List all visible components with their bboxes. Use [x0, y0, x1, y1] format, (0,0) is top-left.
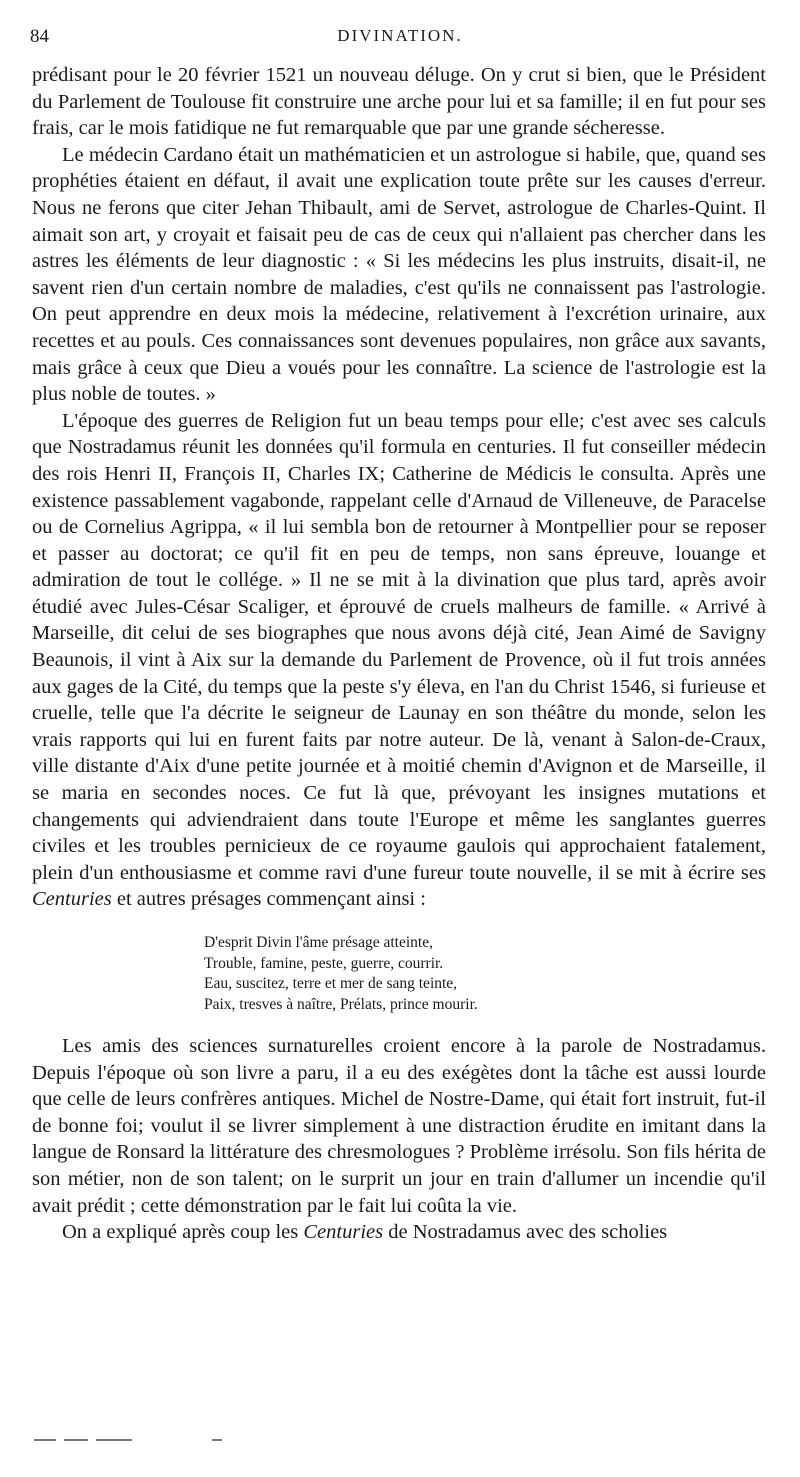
page-number: 84 — [30, 26, 49, 47]
paragraph-text: On a expliqué après coup les — [62, 1221, 299, 1244]
verse-quatrain — [204, 933, 766, 1015]
verse-line: D'esprit Divin l'âme présage atteinte, — [204, 934, 433, 951]
verse-line: Paix, tresves à naître, Prélats, prince mourir. — [204, 995, 478, 1013]
paragraph-amis: Les amis des sciences surnaturelles croient encore à la parole de Nostradamus. Depuis l'époque où son livre a paru, il a eu des exégètes dont la tâche est aussi lourde que celle de leurs confrères antiques. Michel de Nostre-Dame, qui était fort instruit, fut-il de bonne foi; voulut il se livrer simplement à une distraction érudite en imitant dans la langue de Ronsard la littérature des chresmologues ? Problème irrésolu. Son fils hérita de son métier, non de son talent; on le surprit un jour en train d'allumer un incendie qu'il avait prédit ; cette démonstration par le fait lui coûta la vie. — [32, 1035, 766, 1217]
verse-line: Trouble, famine, peste, guerre, courrir. — [204, 954, 444, 972]
verse-line: Eau, suscitez, terre et mer de sang teinte, — [204, 975, 458, 992]
paragraph-cardano: Le médecin Cardano était un mathématicien et un astrologue si habile, que, quand ses prophéties étaient en défaut, il avait une explication toute prête sur les causes d'erreur. Nous ne ferons que citer Jehan Thibault, ami de Servet, astrologue de Charles-Quint. Il aimait son art, y croyait et faisait peu de cas de ceux qui n'allaient pas chercher dans les astres les éléments de leur diagnostic : « Si les médecins les plus instruits, disait-il, ne savent rien d'un certain nombre de maladies, c'est qu'ils ne connaissent pas l'astrologie. On peut apprendre en deux mois la médecine, relativement à l'excrétion urinaire, aux recettes et au pouls. Ces connaissances sont devenues populaires, non grâce aux savants, mais grâce à ceux que Dieu a voués pour les connaître. La science de l'astrologie est la plus noble de toutes. » — [32, 143, 766, 406]
paragraph-text: L'époque des guerres de Religion fut un beau temps pour elle; c'est avec ses calculs que Nostradamus réunit les données qu'il formula en centuries. Il fut conseiller médecin des rois Henri II, François II, Charles IX; Catherine de Médicis le consulta. Après une existence passablement vagabonde, rappelant celle d'Arnaud de Villeneuve, de Paracelse ou de Cornelius Agrippa, « il lui sembla bon de retourner à Montpellier pour se reposer et passer au doctorat; ce qu'il fit en peu de temps, non sans épreuve, louange et admiration de tout le collége. » Il ne se mit à la divination que plus tard, après avoir étudié avec Jules-César Scaliger, et éprouvé de cruels malheurs de famille. « Arrivé à Marseille, dit celui de ses biographes que nous avons déjà cité, Jean Aimé de Savigny Beaunois, il vint à Aix sur la demande du Parlement de Provence, où il fut trois années aux gages de la Cité, du temps que la peste s'y éleva, en l'an du Christ 1546, si furieuse et cruelle, telle que l'a décrite le seigneur de Launay en son théâtre du monde, selon les vrais rapports qui lui en furent faits par notre auteur. De là, venant à Salon-de-Craux, ville distante d'Aix d'une petite journée et à moitié chemin d'Avignon et de Marseille, il se maria en secondes noces. Ce fut là que, prévoyant les insignes mutations et changements qui adviendraient dans toute l'Europe et même les sanglantes guerres civiles et les troubles pernicieux de ce royaume gaulois qui approchaient fatalement, plein d'un enthousiasme et comme ravi d'une fureur toute nouvelle, il se mit à écrire ses — [32, 409, 766, 884]
paragraph-continuation: prédisant pour le 20 février 1521 un nouveau déluge. On y crut si bien, que le Président du Parlement de Toulouse fit construire une arche pour lui et sa famille; il en fut pour ses frais, car le mois fatidique ne fut remarquable que par une grande sécheresse. — [32, 64, 766, 140]
footer-smudge-marks — [34, 1437, 234, 1443]
paragraph-nostradamus — [32, 408, 766, 913]
paragraph-text: de Nostradamus avec des scholies — [388, 1221, 668, 1244]
italic-title: Centuries — [303, 1221, 384, 1244]
page-body — [32, 62, 766, 1246]
paragraph-centuries — [32, 1219, 766, 1246]
paragraph-text: et autres présages commençant ainsi : — [116, 888, 426, 911]
italic-title: Centuries — [32, 888, 112, 911]
page-header — [30, 26, 770, 52]
running-title: DIVINATION. — [337, 26, 463, 45]
